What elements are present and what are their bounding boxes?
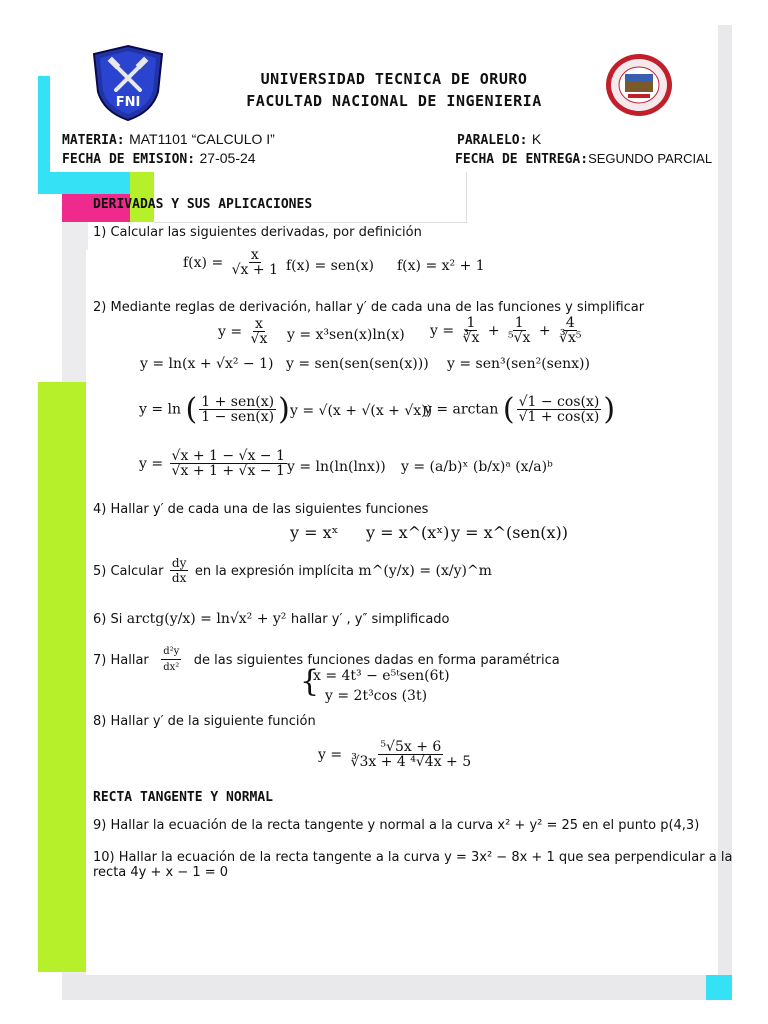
faculty-title: FACULTAD NACIONAL DE INGENIERIA: [246, 92, 542, 110]
materia-label: MATERIA:: [62, 133, 125, 148]
question-1: 1) Calcular las siguientes derivadas, por definición: [93, 225, 422, 240]
q4-fn-a: y = xˣ: [290, 523, 339, 542]
fecha-entrega-value: SEGUNDO PARCIAL: [588, 151, 713, 166]
question-8: 8) Hallar y′ de la siguiente función: [93, 714, 316, 729]
decor-cyan-corner: [706, 975, 732, 1000]
materia-value: MAT1101 “CALCULO I”: [129, 131, 275, 147]
question-10-line-1: 10) Hallar la ecuación de la recta tangente a la curva y = 3x² − 8x + 1 que sea perpendicular a la: [93, 850, 733, 865]
q2-row4-fn-b: y = ln(ln(lnx)): [287, 459, 386, 475]
q1-function-3: f(x) = x² + 1: [397, 258, 485, 274]
materia-field: [62, 131, 275, 149]
q1-function-1: f(x) = $\frac{x}{√x + 1}$: [183, 247, 278, 278]
q2-row4-fn-c: y = (a/b)ˣ (b/x)ᵃ (x/a)ᵇ: [401, 459, 553, 475]
q4-fn-b: y = x^(xˣ): [366, 523, 450, 542]
q6-expr: arctg(y/x) = ln√x² + y²: [126, 611, 287, 627]
paralelo-field: [457, 131, 541, 149]
question-5: 5) Calcular $\frac{dy}{dx}$ en la expresión implícita m^(y/x) = (x/y)^m: [93, 556, 492, 585]
q2-row3-fn-a: y = ln ( $\frac{\text{1 + sen(x)}}{\text{1 − sen(x)}}$ ): [139, 392, 290, 427]
fecha-emision-value: 27-05-24: [199, 150, 256, 166]
decor-lime-left: [38, 382, 86, 972]
q2-row4-fn-a: y = $\frac{√x + 1 - √x - 1}{√x + 1 + √x - 1}$: [139, 448, 285, 479]
fecha-entrega-label: FECHA DE ENTREGA:: [455, 152, 589, 167]
paralelo-value: K: [531, 131, 542, 147]
question-10-line-2: recta 4y + x − 1 = 0: [93, 865, 229, 880]
q7-eq-y: y = 2t³cos (3t): [325, 688, 428, 704]
q2-row3-fn-c: y = arctan ( $\frac{√1 - \cos(x)}{√1 + \cos(x)}$ ): [424, 392, 616, 427]
section-derivadas-title: DERIVADAS Y SUS APLICACIONES: [93, 197, 313, 212]
q4-fn-c: y = x^(sen(x)): [451, 523, 569, 542]
fecha-emision-field: [62, 150, 256, 168]
q8-function: y = $\frac{\text{⁵√5x + 6}}{\text{∛3x + 4 ⁴√4x + 5}}$: [318, 739, 472, 770]
q7-eq-x: x = 4t³ − e⁵ᵗsen(6t): [313, 668, 450, 684]
question-2: 2) Mediante reglas de derivación, hallar y′ de cada una de las funciones y simplificar: [93, 300, 645, 315]
q2-row2-fn-b: y = sen(sen(sen(x))): [286, 356, 429, 372]
section-recta-title: RECTA TANGENTE Y NORMAL: [93, 790, 274, 805]
fecha-emision-label: FECHA DE EMISION:: [62, 152, 196, 167]
q2-row2-fn-c: y = sen³(sen²(senx)): [447, 356, 590, 372]
question-4: 4) Hallar y′ de cada una de las siguientes funciones: [93, 502, 429, 517]
question-6: 6) Si arctg(y/x) = ln√x² + y² hallar y′ , y″ simplificado: [93, 611, 450, 627]
decor-cyan-horizontal: [38, 172, 130, 194]
q2-row1-fn-b: y = x³sen(x)ln(x): [287, 327, 405, 343]
q5-implicit-expr: m^(y/x) = (x/y)^m: [358, 563, 492, 580]
q2-row3-fn-b: y = √(x + √(x + √x)): [290, 403, 433, 419]
q7-brace: {: [300, 664, 320, 699]
q1-function-2: f(x) = sen(x): [286, 258, 374, 274]
paralelo-label: PARALELO:: [457, 133, 528, 148]
q2-row1-fn-a: y = $\frac{x}{√x}$: [218, 316, 268, 347]
q2-row1-fn-c: y = $\frac{1}{∛x}$ + $\frac{1}{\text{⁵√x}}$ + $\frac{4}{\text{∛x⁵}}$: [430, 315, 582, 346]
q2-row2-fn-a: y = ln(x + √x² − 1): [140, 356, 274, 372]
fni-logo-text: FNI: [115, 95, 141, 110]
fecha-entrega-field: [455, 150, 712, 168]
question-7: 7) Hallar $\frac{\text{d²y}}{\text{dx²}}$ de las siguientes funciones dadas en forma paramétrica: [93, 646, 560, 673]
question-9: 9) Hallar la ecuación de la recta tangente y normal a la curva x² + y² = 25 en el punto p(4,3): [93, 818, 700, 833]
university-title: UNIVERSIDAD TECNICA DE ORURO: [260, 70, 528, 88]
decor-band-bottom: [62, 975, 732, 1000]
